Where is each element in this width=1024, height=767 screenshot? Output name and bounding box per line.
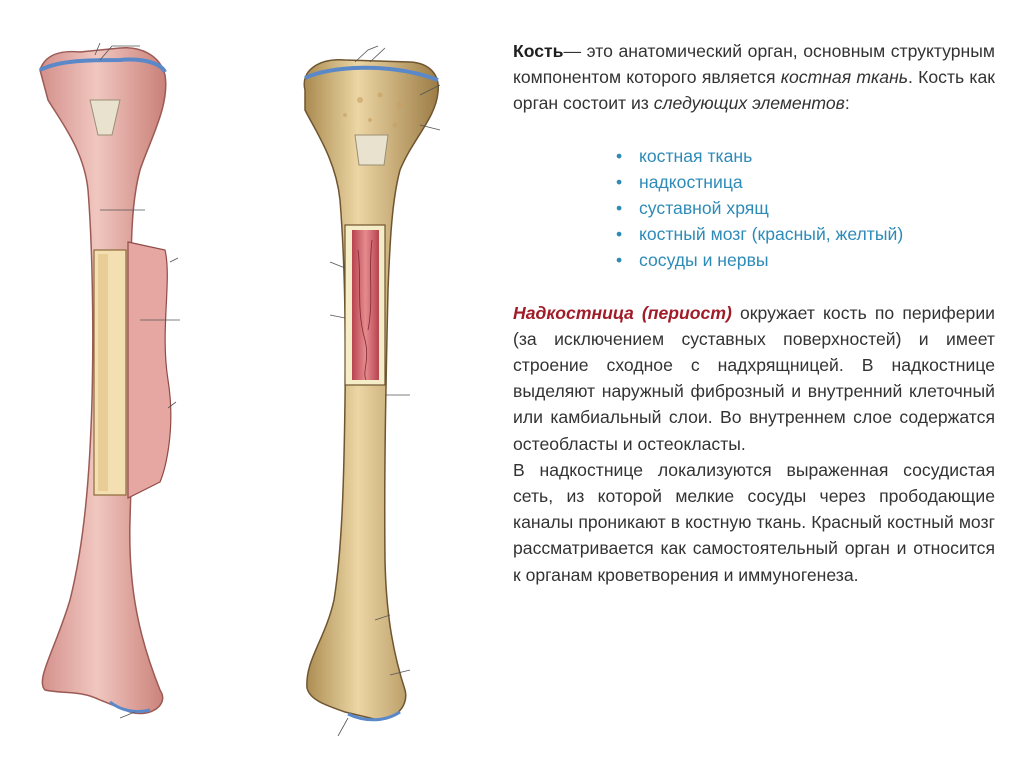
periosteum-paragraph — [513, 300, 995, 457]
bullet-icon: • — [616, 145, 623, 166]
bone-marrow — [352, 230, 379, 380]
periosteum-text: окружает кость по периферии (за исключением суставных поверхностей) и имеет строение сходное с надхрящницей. В надкостнице выделяют наружный фиброзный и внутренний клеточный или камбиальный слои. Во внутреннем слое содержатся остеобласты и остеокласты. — [513, 302, 995, 454]
term-bone: Кость — [513, 41, 564, 61]
bone-illustration — [0, 0, 500, 767]
term-bone-tissue: костная ткань — [780, 67, 909, 88]
bullet-icon: • — [616, 224, 623, 245]
bullet-icon: • — [616, 171, 623, 192]
left-bone — [40, 43, 180, 718]
right-bone — [304, 46, 440, 736]
periosteum-flap — [128, 242, 171, 498]
text-column — [513, 38, 995, 588]
list-item: • костная ткань — [616, 143, 995, 169]
bullet-icon: • — [616, 250, 623, 271]
vessels-paragraph: В надкостнице локализуются выраженная сосудистая сеть, из которой мелкие сосуды через прободающие каналы проникают в костную ткань. Красный костный мозг рассматривается как самостоятельный орган и относится к органам кроветворения и иммуногенеза. — [513, 459, 995, 585]
intro-paragraph — [513, 38, 995, 117]
intro-part1: — это анатомический орган, основным структурным компонентом которого является — [513, 41, 995, 88]
term-periosteum: Надкостница (периост) — [513, 302, 732, 323]
list-item: • надкостница — [616, 169, 995, 195]
list-item: • костный мозг (красный, желтый) — [616, 221, 995, 247]
term-elements: следующих элементов — [653, 93, 845, 114]
intro-part2: . Кость как орган состоит из — [513, 67, 995, 114]
list-item: • суставной хрящ — [616, 195, 995, 221]
elements-list — [513, 143, 995, 274]
intro-part3: : — [844, 93, 850, 114]
list-item: • сосуды и нервы — [616, 247, 995, 273]
bullet-icon: • — [616, 198, 623, 219]
